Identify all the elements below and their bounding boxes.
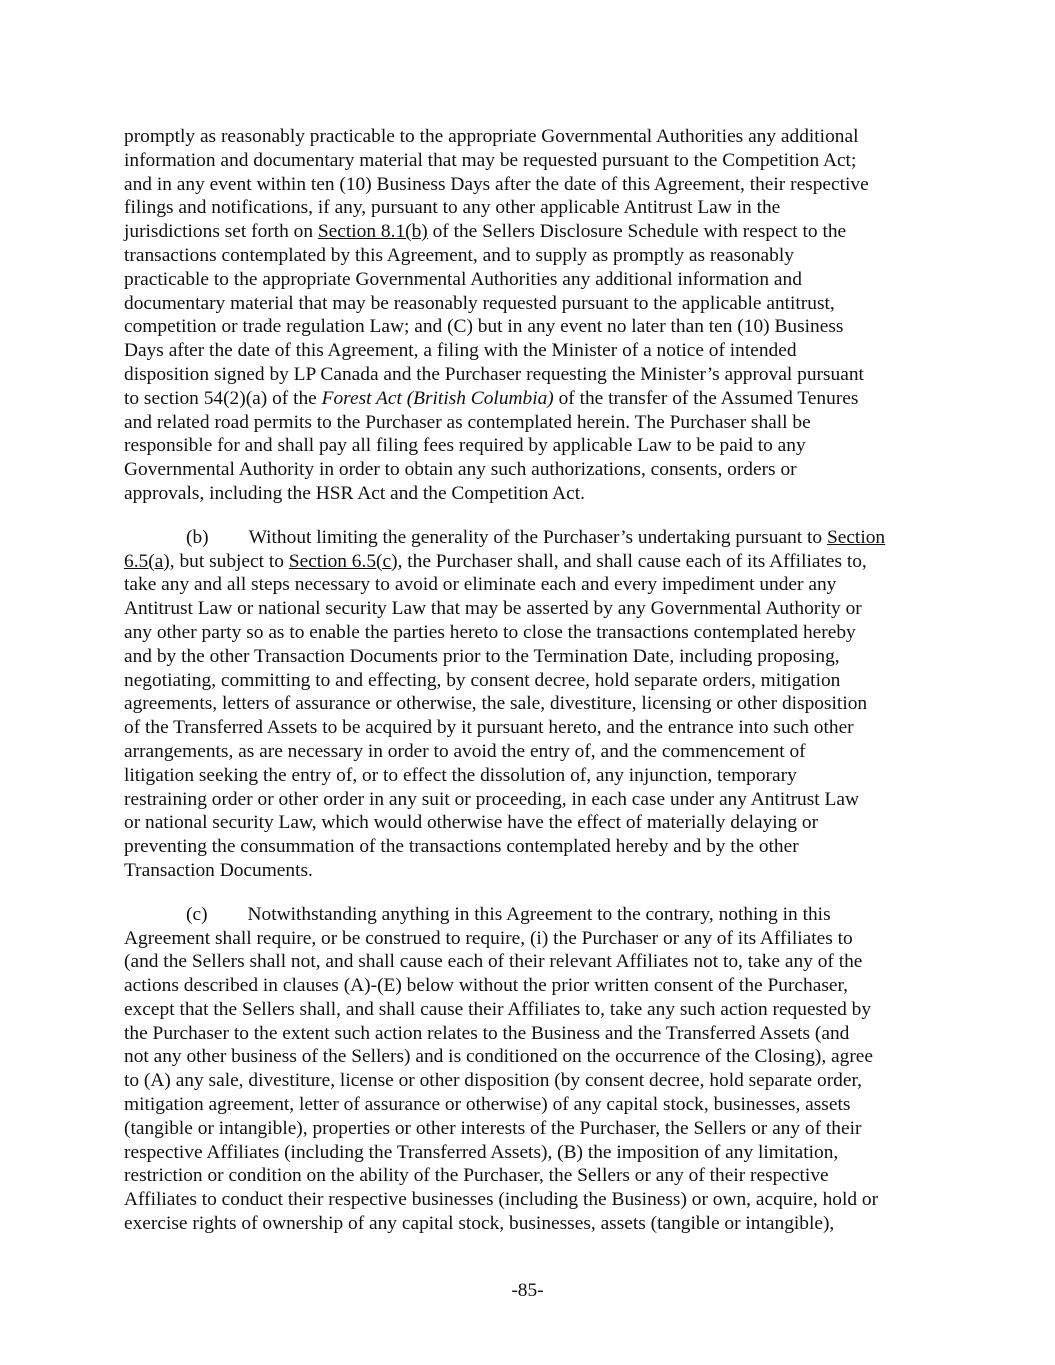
text-run: Without limiting the generality of the Purchaser’s undertaking pursuant to [248,526,827,548]
paragraph-a-continuation [124,125,936,506]
text-line: the Purchaser to the extent such action relates to the Business and the Transferred Assets (and [124,1022,850,1044]
text-line: exercise rights of ownership of any capital stock, businesses, assets (tangible or intangible), [124,1213,835,1235]
text-line: arrangements, as are necessary in order to avoid the entry of, and the commencement of [124,740,806,762]
text-run: of the Sellers Disclosure Schedule with respect to the [427,221,847,243]
text-line: responsible for and shall pay all filing fees required by applicable Law to be paid to any [124,435,806,457]
text-line: Antitrust Law or national security Law that may be asserted by any Governmental Authority or [124,598,862,620]
text-line: Agreement shall require, or be construed to require, (i) the Purchaser or any of its Affiliates to [124,927,853,949]
text-line: to (A) any sale, divestiture, license or other disposition (by consent decree, hold separate order, [124,1070,862,1092]
text-line: any other party so as to enable the parties hereto to close the transactions contemplated hereby [124,621,856,643]
text-line [124,903,936,927]
text-line: litigation seeking the entry of, or to effect the dissolution of, any injunction, temporary [124,764,797,786]
text-line: competition or trade regulation Law; and (C) but in any event no later than ten (10) Business [124,316,844,338]
text-line: actions described in clauses (A)-(E) below without the prior written consent of the Purchaser, [124,975,848,997]
text-line: Governmental Authority in order to obtain any such authorizations, consents, orders or [124,459,797,481]
statute-title: Forest Act (British Columbia) [321,387,554,409]
text-line: disposition signed by LP Canada and the Purchaser requesting the Minister’s approval pursuant [124,363,864,385]
text-line: Affiliates to conduct their respective businesses (including the Business) or own, acquire, hold or [124,1189,879,1211]
text-line [124,550,936,574]
paragraph-c [124,903,936,1236]
text-line: practicable to the appropriate Governmental Authorities any additional information and [124,268,802,290]
text-line: not any other business of the Sellers) and is conditioned on the occurrence of the Closing), agree [124,1046,874,1068]
text-line: approvals, including the HSR Act and the Competition Act. [124,482,586,504]
text-line: (tangible or intangible), properties or other interests of the Purchaser, the Sellers or any of their [124,1117,862,1139]
text-line: information and documentary material that may be requested pursuant to the Competition Act; [124,149,857,171]
text-line: documentary material that may be reasonably requested pursuant to the applicable antitrust, [124,292,835,314]
text-line: and related road permits to the Purchaser as contemplated herein. The Purchaser shall be [124,411,811,433]
text-line [124,387,936,411]
text-line: promptly as reasonably practicable to the appropriate Governmental Authorities any additional [124,126,859,147]
text-line: or national security Law, which would otherwise have the effect of materially delaying or [124,812,819,834]
text-line: mitigation agreement, letter of assurance or otherwise) of any capital stock, businesses, assets [124,1094,851,1116]
text-line: negotiating, committing to and effecting, by consent decree, hold separate orders, mitigation [124,669,841,691]
text-run: , the Purchaser shall, and shall cause each of its Affiliates to, [397,550,867,572]
text-run: , but subject to [169,550,289,572]
text-line: agreements, letters of assurance or otherwise, the sale, divestiture, licensing or other disposition [124,693,868,715]
text-line: preventing the consummation of the transactions contemplated hereby and by the other [124,836,799,858]
text-line: Transaction Documents. [124,859,313,881]
text-line: restraining order or other order in any suit or proceeding, in each case under any Antitrust Law [124,788,859,810]
text-line: Days after the date of this Agreement, a filing with the Minister of a notice of intended [124,340,797,362]
text-run: Notwithstanding anything in this Agreement to the contrary, nothing in this [247,903,831,925]
text-run: to section 54(2)(a) of the [124,387,322,409]
text-line: except that the Sellers shall, and shall cause their Affiliates to, take any such action requested by [124,998,872,1020]
paragraph-b [124,526,936,883]
document-page [124,125,936,1256]
text-line: transactions contemplated by this Agreement, and to supply as promptly as reasonably [124,244,794,266]
section-reference-6-5-a: Section [826,526,886,548]
section-reference-8-1-b: Section 8.1(b) [317,221,428,243]
text-line: restriction or condition on the ability of the Purchaser, the Sellers or any of their respective [124,1165,829,1187]
text-line: of the Transferred Assets to be acquired by it pursuant hereto, and the entrance into such other [124,717,854,739]
paragraph-label: (b) [186,526,209,548]
text-run: of the transfer of the Assumed Tenures [553,387,859,409]
page-number: -85- [511,1280,544,1301]
paragraph-label: (c) [186,903,208,925]
text-line [124,526,936,550]
text-line: take any and all steps necessary to avoid or eliminate each and every impediment under any [124,574,837,596]
text-line: and by the other Transaction Documents prior to the Termination Date, including proposing, [124,645,840,667]
text-run: jurisdictions set forth on [124,221,318,243]
text-line: and in any event within ten (10) Business Days after the date of this Agreement, their respective [124,173,869,195]
text-line: filings and notifications, if any, pursuant to any other applicable Antitrust Law in the [124,197,781,219]
text-line: (and the Sellers shall not, and shall cause each of their relevant Affiliates not to, take any of the [124,951,863,973]
text-line: respective Affiliates (including the Transferred Assets), (B) the imposition of any limitation, [124,1141,839,1163]
text-line [124,220,936,244]
section-reference-6-5-a: 6.5(a) [124,550,170,572]
section-reference-6-5-c: Section 6.5(c) [288,550,398,572]
